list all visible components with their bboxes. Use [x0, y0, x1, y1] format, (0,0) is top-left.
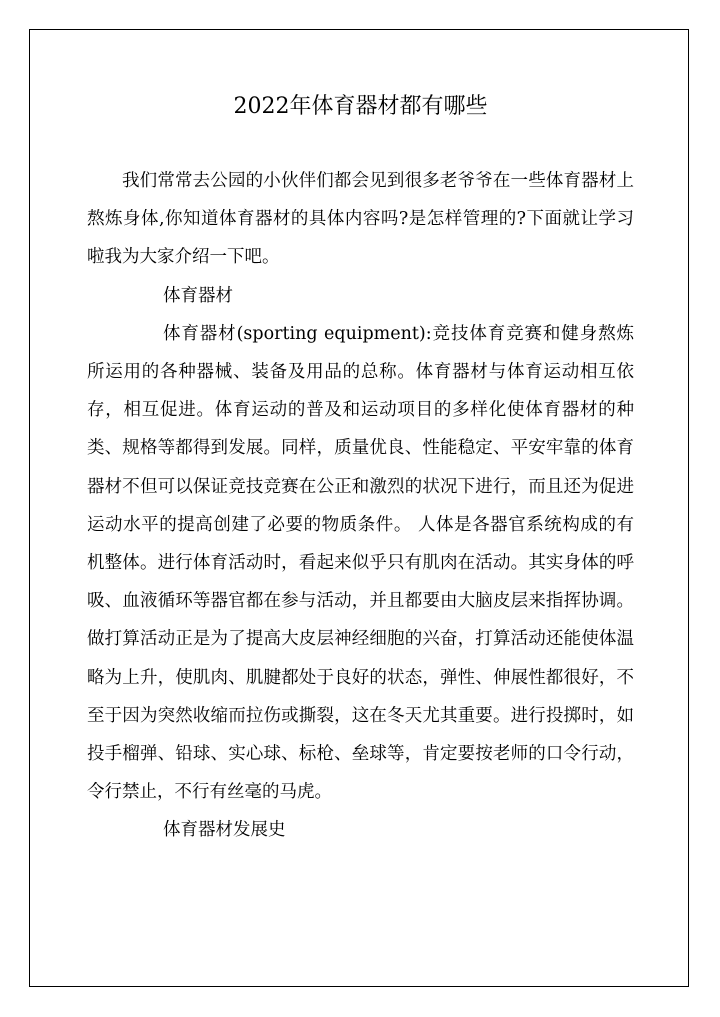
- equipment-definition-paragraph: 体育器材(sporting equipment):竞技体育竞赛和健身熬炼所运用的各种器械、装备及用品的总称。体育器材与体育运动相互依存，相互促进。体育运动的普及和运动项目的多样化使体育器材的种类、规格等都得到发展。同样，质量优良、性能稳定、平安牢靠的体育器材不但可以保证竞技竞赛在公正和激烈的状况下进行，而且还为促进运动水平的提高创建了必要的物质条件。 人体是各器官系统构成的有机整体。进行体育活动时，看起来似乎只有肌肉在活动。其实身体的呼吸、血液循环等器官都在参与活动，并且都要由大脑皮层来指挥协调。做打算活动正是为了提高大皮层神经细胞的兴奋，打算活动还能使体温略为上升，使肌肉、肌腱都处于良好的状态，弹性、伸展性都很好，不至于因为突然收缩而拉伤或撕裂，这在冬天尤其重要。进行投掷时，如投手榴弹、铅球、实心球、标枪、垒球等，肯定要按老师的口令行动，令行禁止，不行有丝毫的马虎。: [87, 323, 634, 803]
- document-title: 2022年体育器材都有哪些: [233, 94, 488, 119]
- document-body: [87, 84, 634, 850]
- section-heading-equipment: 体育器材: [163, 285, 233, 306]
- section-heading-history: 体育器材发展史: [163, 820, 286, 841]
- intro-paragraph: 我们常常去公园的小伙伴们都会见到很多老爷爷在一些体育器材上熬炼身体,你知道体育器材的具体内容吗?是怎样管理的?下面就让学习啦我为大家介绍一下吧。: [87, 171, 634, 268]
